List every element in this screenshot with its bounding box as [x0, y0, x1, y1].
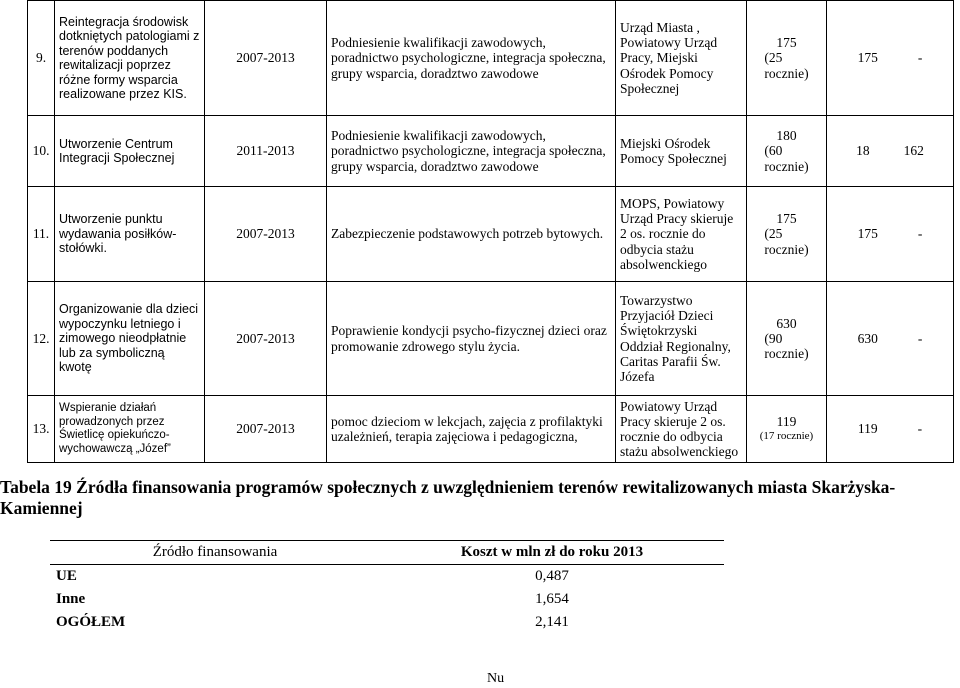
finance-value: 0,487 [535, 568, 569, 584]
participants-count [747, 282, 827, 396]
count-suffix: rocznie) [764, 158, 809, 174]
program-institutions: Miejski Ośrodek Pomocy Społecznej [616, 116, 747, 187]
program-period: 2007-2013 [205, 187, 327, 282]
count-paren: (90 [764, 330, 783, 346]
participants-count [747, 1, 827, 116]
program-title: Wspieranie działań prowadzonych przez Świetlicę opiekuńczo-wychowawczą „Józef” [55, 396, 205, 463]
finance-label: Inne [56, 591, 86, 607]
count-suffix: rocznie) [764, 241, 809, 257]
program-institutions: Towarzystwo Przyjaciół Dzieci Świętokrzyski Oddział Regionalny, Caritas Parafii Św. Józefa [616, 282, 747, 396]
finance-row [50, 565, 724, 589]
result-b: - [917, 50, 923, 66]
table-row [28, 282, 954, 396]
count-suffix: rocznie) [764, 65, 809, 81]
table-row [28, 187, 954, 282]
page-footer-text: Nu [487, 671, 505, 686]
result-cell [827, 1, 954, 116]
program-activities: Podniesienie kwalifikacji zawodowych, poradnictwo psychologiczne, integracja społeczna, grupy wsparcia, doradztwo zawodowe [327, 116, 616, 187]
program-period: 2007-2013 [205, 1, 327, 116]
program-activities: Zabezpieczenie podstawowych potrzeb bytowych. [327, 187, 616, 282]
table-caption: Tabela 19 Źródła finansowania programów społecznych z uwzględnieniem terenów rewitalizowanych miasta Skarżyska-Kamiennej [0, 477, 896, 518]
row-number: 13. [28, 396, 55, 463]
row-number: 10. [28, 116, 55, 187]
table-row [28, 1, 954, 116]
count-main: 175 [776, 35, 797, 51]
count-main: 630 [776, 315, 797, 331]
count-main: 119 [776, 413, 797, 429]
result-a: 175 [857, 226, 878, 242]
count-main: 175 [776, 211, 797, 227]
result-a: 630 [857, 330, 878, 346]
finance-label: UE [56, 568, 77, 584]
program-period: 2007-2013 [205, 396, 327, 463]
row-number: 11. [28, 187, 55, 282]
finance-value: 2,141 [535, 614, 569, 630]
result-b: - [917, 421, 923, 437]
program-activities: pomoc dzieciom w lekcjach, zajęcia z profilaktyki uzależnień, terapia zajęciowa i pedagogiczna, [327, 396, 616, 463]
table-row [28, 396, 954, 463]
participants-count [747, 396, 827, 463]
finance-row [50, 611, 724, 634]
result-cell [827, 282, 954, 396]
result-cell [827, 187, 954, 282]
program-title: Utworzenie punktu wydawania posiłków-stołówki. [55, 187, 205, 282]
finance-value: 1,654 [535, 591, 569, 607]
finance-table [50, 540, 724, 634]
program-activities: Poprawienie kondycji psycho-fizycznej dzieci oraz promowanie zdrowego stylu życia. [327, 282, 616, 396]
result-a: 119 [857, 421, 878, 437]
count-suffix: rocznie) [764, 346, 809, 362]
result-b: - [917, 330, 923, 346]
finance-header-row [50, 541, 724, 565]
count-paren: (60 [764, 143, 783, 159]
participants-count [747, 116, 827, 187]
count-paren: (25 [764, 50, 783, 66]
program-institutions: MOPS, Powiatowy Urząd Pracy skieruje 2 os. rocznie do odbycia stażu absolwenckiego [616, 187, 747, 282]
participants-count [747, 187, 827, 282]
result-cell [827, 116, 954, 187]
result-b: - [917, 226, 923, 242]
program-institutions: Urząd Miasta , Powiatowy Urząd Pracy, Miejski Ośrodek Pomocy Społecznej [616, 1, 747, 116]
table-row [28, 116, 954, 187]
count-paren: (17 rocznie) [759, 430, 814, 442]
program-title: Reintegracja środowisk dotkniętych patologiami z terenów poddanych rewitalizacji poprzez różne formy wsparcia realizowane przez KIS. [55, 1, 205, 116]
program-activities: Podniesienie kwalifikacji zawodowych, poradnictwo psychologiczne, integracja społeczna, grupy wsparcia, doradztwo zawodowe [327, 1, 616, 116]
program-title: Utworzenie Centrum Integracji Społecznej [55, 116, 205, 187]
program-title: Organizowanie dla dzieci wypoczynku letniego i zimowego nieodpłatnie lub za symboliczną kwotę [55, 282, 205, 396]
row-number: 9. [28, 1, 55, 116]
program-period: 2007-2013 [205, 282, 327, 396]
programs-table [27, 0, 954, 463]
result-cell [827, 396, 954, 463]
finance-header-source: Źródło finansowania [50, 541, 380, 565]
result-a: 18 [856, 143, 870, 159]
finance-header-cost: Koszt w mln zł do roku 2013 [380, 541, 724, 565]
result-b: 162 [903, 143, 924, 159]
finance-label: OGÓŁEM [56, 614, 126, 630]
count-paren: (25 [764, 226, 783, 242]
program-institutions: Powiatowy Urząd Pracy skieruje 2 os. rocznie do odbycia stażu absolwenckiego [616, 396, 747, 463]
count-main: 180 [776, 128, 797, 144]
result-a: 175 [857, 50, 878, 66]
finance-row [50, 588, 724, 611]
program-period: 2011-2013 [205, 116, 327, 187]
row-number: 12. [28, 282, 55, 396]
